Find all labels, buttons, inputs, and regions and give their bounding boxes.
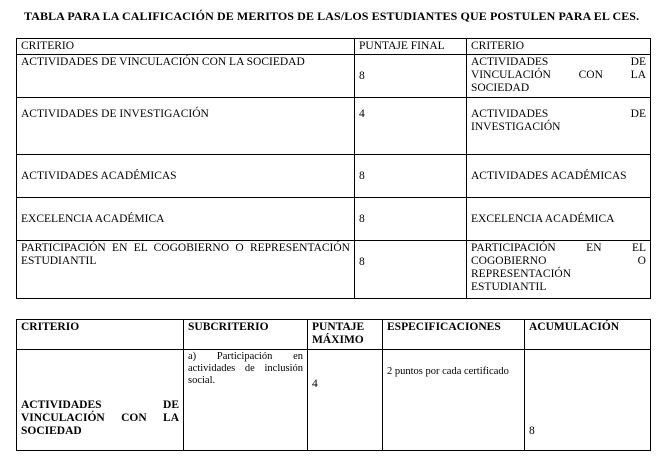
- criterio2-cell: ACTIVIDADES ACADÉMICAS: [467, 155, 651, 198]
- final-score-table: [16, 38, 651, 299]
- criterio-cell: ACTIVIDADES DE INVESTIGACIÓN: [17, 98, 355, 155]
- criterio-cell: ACTIVIDADES ACADÉMICAS: [17, 155, 355, 198]
- table-row: [17, 55, 651, 98]
- criterio-cell: ACTIVIDADES DE VINCULACIÓN CON LA SOCIEDAD: [17, 55, 355, 98]
- table-header-row: [17, 320, 651, 350]
- puntaje-cell: 8: [355, 241, 467, 299]
- puntaje-cell: 8: [355, 55, 467, 98]
- puntaje-maximo-cell: 4: [308, 350, 383, 451]
- puntaje-cell: 8: [355, 198, 467, 241]
- criterio2-cell: ACTIVIDADES DE INVESTIGACIÓN: [467, 98, 651, 155]
- header-puntaje-final: PUNTAJE FINAL: [355, 39, 467, 55]
- subcriterio-cell: a) Participación en actividades de inclusión social.: [184, 350, 308, 451]
- table-header-row: [17, 39, 651, 55]
- table-row: [17, 98, 651, 155]
- especificaciones-cell: 2 puntos por cada certificado: [383, 350, 525, 451]
- header-acumulacion: ACUMULACIÓN: [525, 320, 651, 350]
- table-row: [17, 155, 651, 198]
- document-title: TABLA PARA LA CALIFICACIÓN DE MERITOS DE LAS/LOS ESTUDIANTES QUE POSTULEN PARA EL CES.: [24, 9, 640, 23]
- table-row: [17, 241, 651, 299]
- criterio-cell: EXCELENCIA ACADÉMICA: [17, 198, 355, 241]
- criterio2-cell: PARTICIPACIÓN EN EL COGOBIERNO O REPRESENTACIÓN ESTUDIANTIL: [467, 241, 651, 299]
- criterio-cell: PARTICIPACIÓN EN EL COGOBIERNO O REPRESENTACIÓN ESTUDIANTIL: [17, 241, 355, 299]
- merit-detail-table: [16, 319, 651, 451]
- header-subcriterio: SUBCRITERIO: [184, 320, 308, 350]
- criterio2-cell: ACTIVIDADES DE VINCULACIÓN CON LA SOCIEDAD: [467, 55, 651, 98]
- criterio-cell: ACTIVIDADES DE VINCULACIÓN CON LA SOCIEDAD: [17, 350, 184, 451]
- table-row: [17, 198, 651, 241]
- puntaje-cell: 8: [355, 155, 467, 198]
- header-criterio: CRITERIO: [17, 320, 184, 350]
- header-criterio-2: CRITERIO: [467, 39, 651, 55]
- header-criterio: CRITERIO: [17, 39, 355, 55]
- acumulacion-cell: 8: [525, 350, 651, 451]
- puntaje-cell: 4: [355, 98, 467, 155]
- header-puntaje-maximo: PUNTAJE MÁXIMO: [308, 320, 383, 350]
- header-especificaciones: ESPECIFICACIONES: [383, 320, 525, 350]
- table-row: [17, 350, 651, 451]
- criterio2-cell: EXCELENCIA ACADÉMICA: [467, 198, 651, 241]
